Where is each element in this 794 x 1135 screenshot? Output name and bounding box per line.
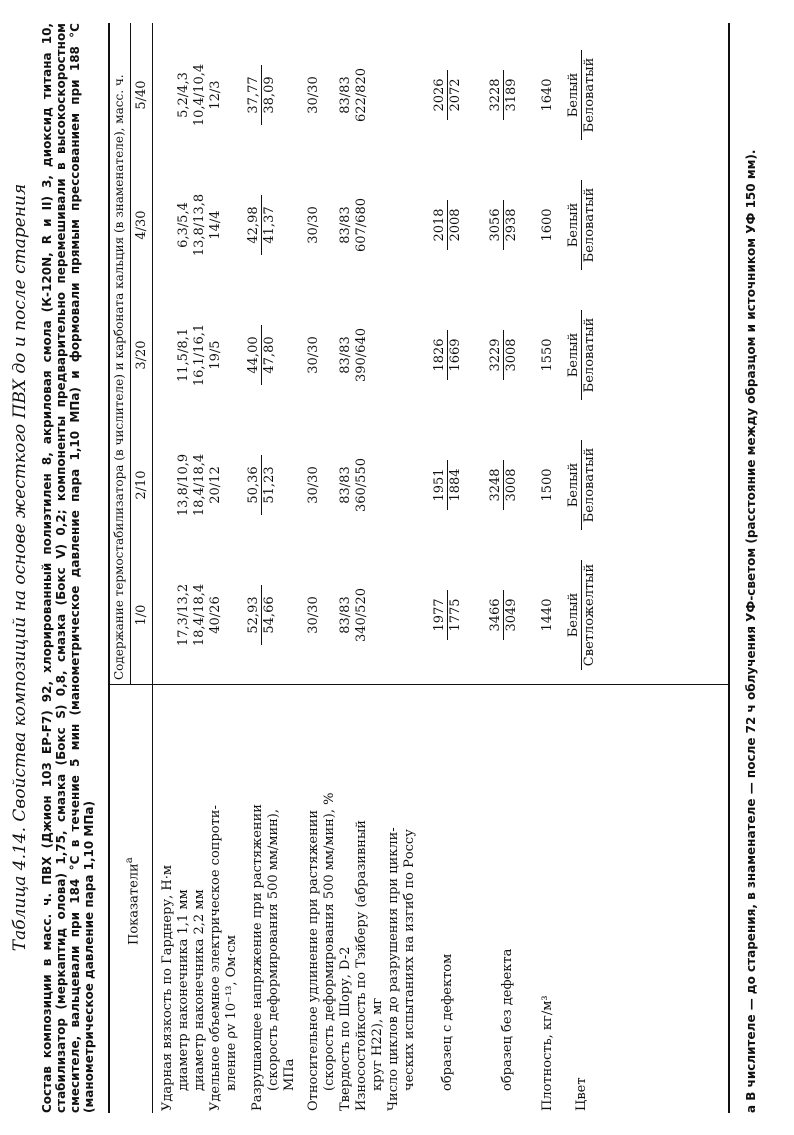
table-cell: 607/680 — [354, 198, 369, 253]
table-cell: 19/5 — [208, 340, 223, 370]
table-cell: 1977 1775 — [432, 590, 463, 640]
table-cell: 3229 3008 — [488, 330, 519, 380]
table-cell: 44,00 47,80 — [246, 325, 277, 385]
table-cell: 40/26 — [208, 596, 223, 634]
table-cell: 622/820 — [354, 68, 369, 123]
footnote: а В числителе — до старения, в знаменателе — после 72 ч облучения УФ-светом (расстояние между образцом и источником УФ 150 мм). — [744, 149, 758, 1113]
row-label: диаметр наконечника 2,2 мм — [192, 889, 207, 1091]
row-label: вление ρv 10⁻¹³, Ом·см — [224, 935, 239, 1091]
table-cell: 3056 2938 — [488, 200, 519, 250]
row-label: Ударная вязкость по Гарднеру, Н·м — [160, 865, 175, 1111]
table-cell: 3228 3189 — [488, 70, 519, 120]
row-label: круг Н22), мг — [370, 997, 385, 1091]
table-cell: 1440 — [540, 598, 555, 632]
table-cell: 1600 — [540, 208, 555, 242]
col-header-2: 2/10 — [134, 470, 149, 500]
table-cell: 5,2/4,3 — [176, 72, 191, 118]
table-cell: 2026 2072 — [432, 70, 463, 120]
table-cell: 30/30 — [306, 466, 321, 504]
table-cell: 13,8/10,9 — [176, 453, 191, 517]
table-cell: 12/3 — [208, 80, 223, 110]
table-cell: Белый Беловатый — [566, 50, 597, 140]
table-cell: 30/30 — [306, 206, 321, 244]
table-cell: 13,8/13,8 — [192, 193, 207, 257]
row-label: (скорость деформирования 500 мм/мин), % — [322, 792, 337, 1091]
table-cell: 17,3/13,2 — [176, 583, 191, 647]
table-top-rule — [108, 23, 110, 1113]
table-cell: 20/12 — [208, 466, 223, 504]
row-label: Относительное удлинение при растяжении — [306, 809, 321, 1111]
table-cell: Белый Светложелтый — [566, 560, 597, 670]
table-cell: 1826 1669 — [432, 330, 463, 380]
row-label: Удельное объемное электрическое сопроти- — [208, 805, 223, 1111]
table-title: Таблица 4.14. Свойства композиций на основе жесткого ПВХ до и после старения — [10, 183, 30, 952]
table-cell: 1951 1884 — [432, 460, 463, 510]
table-cell: 390/640 — [354, 328, 369, 383]
col-header-5: 5/40 — [134, 80, 149, 110]
table-cell: 83/83 — [338, 76, 353, 114]
row-label: Число циклов до разрушения при цикли- — [386, 827, 401, 1111]
table-cell: Белый Беловатый — [566, 310, 597, 400]
table-cell: 6,3/5,4 — [176, 202, 191, 248]
table-bottom-rule — [728, 23, 730, 1113]
table-cell: 83/83 — [338, 596, 353, 634]
row-label: Плотность, кг/м³ — [540, 995, 555, 1111]
table-cell: 1640 — [540, 78, 555, 112]
table-cell: 360/550 — [354, 458, 369, 513]
header-mid-rule — [130, 23, 131, 685]
table-cell: 1550 — [540, 338, 555, 372]
table-cell: 10,4/10,4 — [192, 63, 207, 127]
table-cell: 42,98 41,37 — [246, 195, 277, 255]
col-header-1: 1/0 — [134, 604, 149, 626]
table-cell: 1500 — [540, 468, 555, 502]
row-label: Цвет — [574, 1077, 589, 1111]
composition-note: Состав композиции в масс. ч. ПВХ (Джион 103 EP-F7) 92, хлорированный полиэтилен 8, акриловая смола (К-120N, R и II) 3, диоксид титана 10, стабилизатор (меркаптид олова) 1,75, смазка (Бокс S) 0,8, смазка (Бокс V) 0,2; компоненты предварительно перемешивали в высокоскоростном смесителе, вальцевали при 184 °С в течение 5 мин (манометрическое давление пара 1,10 МПа) и формовали прямым прессованием при 188 °С (манометрическое давление пара 1,10 МПа) — [40, 23, 96, 1113]
header-bottom-rule — [152, 23, 153, 1113]
table-cell: 30/30 — [306, 336, 321, 374]
row-label: диаметр наконечника 1,1 мм — [176, 889, 191, 1091]
row-label: ческих испытаниях на изгиб по Россу — [402, 829, 417, 1091]
row-label: образец без дефекта — [500, 948, 515, 1091]
content-header: Содержание термостабилизатора (в числителе) и карбоната кальция (в знаменателе), масс. ч. — [112, 74, 126, 680]
indicator-header: Показатели$^а$ — [124, 857, 142, 945]
table-cell: 37,77 38,09 — [246, 65, 277, 125]
table-cell: 3466 3049 — [488, 590, 519, 640]
table-cell: 18,4/18,4 — [192, 583, 207, 647]
row-label: МПа — [282, 1058, 297, 1091]
table-cell: 83/83 — [338, 466, 353, 504]
table-cell: 83/83 — [338, 206, 353, 244]
row-label: Твердость по Шору, D-2 — [338, 946, 353, 1111]
table-cell: 340/520 — [354, 588, 369, 643]
table-cell: Белый Беловатый — [566, 180, 597, 270]
table-cell: 3248 3008 — [488, 460, 519, 510]
table-cell: 52,93 54,66 — [246, 585, 277, 645]
col-header-4: 4/30 — [134, 210, 149, 240]
table-cell: Белый Беловатый — [566, 440, 597, 530]
table-cell: 14/4 — [208, 210, 223, 240]
table-cell: 16,1/16,1 — [192, 323, 207, 387]
table-cell: 83/83 — [338, 336, 353, 374]
table-cell: 18,4/18,4 — [192, 453, 207, 517]
table-cell: 2018 2008 — [432, 200, 463, 250]
row-label: образец с дефектом — [440, 953, 455, 1091]
column-divider — [108, 684, 728, 685]
table-cell: 11,5/8,1 — [176, 328, 191, 382]
row-label: Разрушающее напряжение при растяжении — [250, 804, 265, 1111]
table-cell: 50,36 51,23 — [246, 455, 277, 515]
table-cell: 30/30 — [306, 596, 321, 634]
col-header-3: 3/20 — [134, 340, 149, 370]
row-label: (скорость деформирования 500 мм/мин), — [266, 808, 281, 1091]
table-cell: 30/30 — [306, 76, 321, 114]
row-label: Износостойкость по Тэйберу (абразивный — [354, 820, 369, 1111]
